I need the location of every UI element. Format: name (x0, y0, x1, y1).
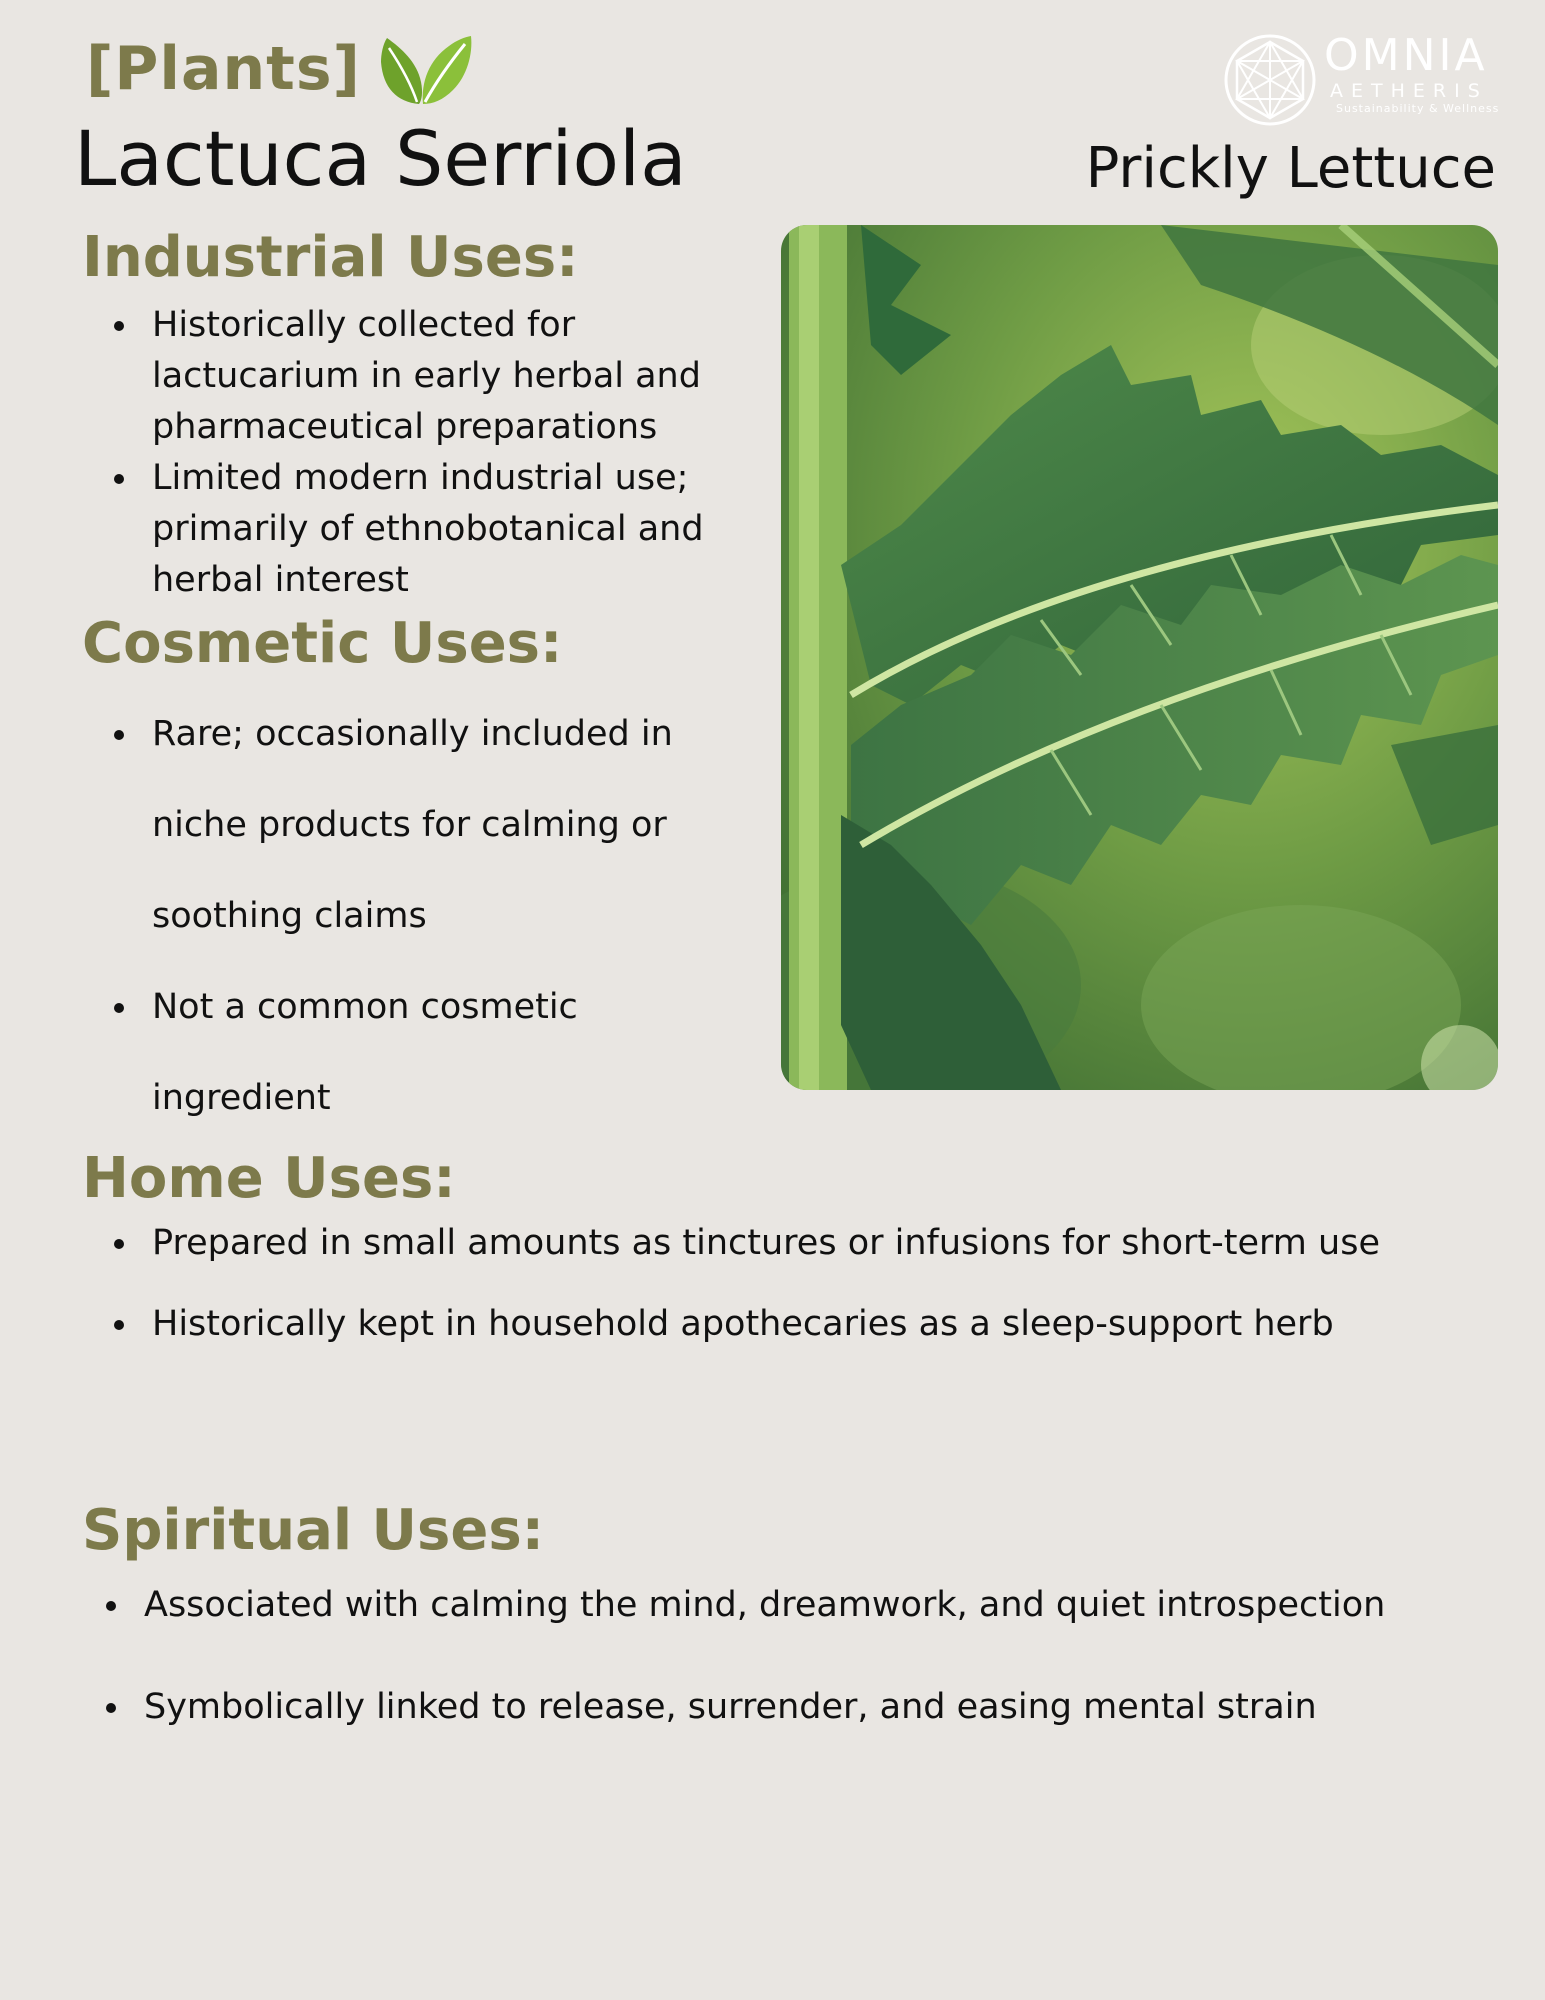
list-item: Limited modern industrial use; primarily of ethnobotanical and herbal interest (84, 453, 764, 606)
home-uses-list (84, 1221, 1464, 1383)
list-item: Historically collected for lactucarium in early herbal and pharmaceutical preparations (84, 300, 764, 453)
industrial-uses-list (84, 300, 764, 606)
list-item: Rare; occasionally included in niche products for calming or soothing claims (84, 689, 764, 962)
common-name: Prickly Lettuce (1085, 136, 1496, 201)
brand-logo (1222, 32, 1512, 128)
cosmetic-uses-title: Cosmetic Uses: (82, 611, 563, 676)
category-header (86, 32, 473, 106)
logo-word: OMNIA (1324, 30, 1488, 81)
list-item: Prepared in small amounts as tinctures or infusions for short-term use (84, 1221, 1464, 1265)
logo-word-secondary: AETHERIS (1330, 80, 1488, 102)
spiritual-uses-list (76, 1583, 1476, 1787)
category-label: [Plants] (86, 34, 361, 104)
logo-tagline: Sustainability & Wellness (1336, 102, 1500, 115)
list-item: Historically kept in household apothecaries as a sleep-support herb (84, 1302, 1464, 1346)
list-item: Associated with calming the mind, dreamwork, and quiet introspection (76, 1583, 1476, 1627)
cosmetic-uses-list (84, 689, 764, 1144)
scientific-name: Lactuca Serriola (74, 114, 687, 203)
home-uses-title: Home Uses: (82, 1146, 456, 1211)
industrial-uses-title: Industrial Uses: (82, 225, 579, 290)
list-item: Not a common cosmetic ingredient (84, 962, 764, 1144)
spiritual-uses-title: Spiritual Uses: (82, 1498, 545, 1563)
logo-text (1324, 32, 1512, 116)
geometric-seal-icon (1222, 32, 1318, 128)
list-item: Symbolically linked to release, surrender, and easing mental strain (76, 1685, 1476, 1729)
leaf-icon (379, 32, 473, 106)
plant-photo (781, 225, 1498, 1090)
